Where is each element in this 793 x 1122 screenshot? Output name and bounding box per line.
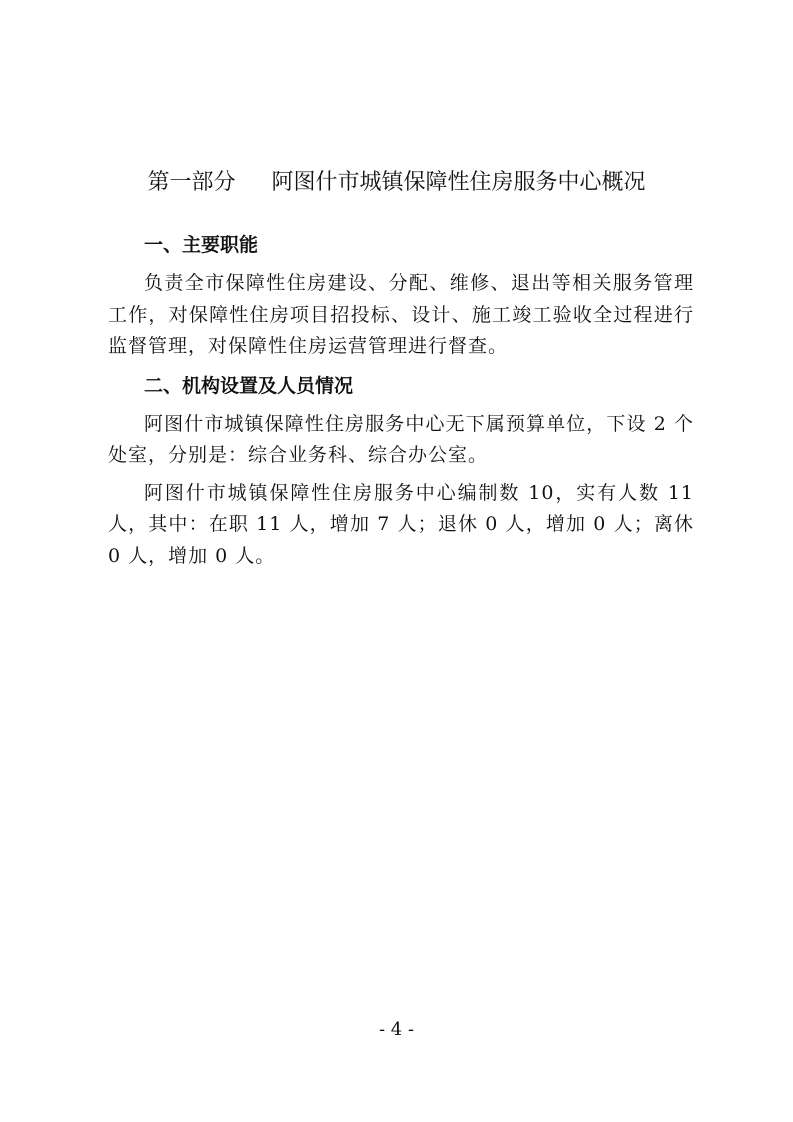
paragraph-staffing: 阿图什市城镇保障性住房服务中心编制数 10，实有人数 11 人，其中：在职 11 人，增加 7 人；退休 0 人，增加 0 人；离休 0 人，增加 0 人。 bbox=[108, 481, 694, 567]
page-number: - 4 - bbox=[378, 1019, 415, 1040]
section-heading-functions: 一、主要职能 bbox=[144, 234, 259, 256]
section-heading-organization: 二、机构设置及人员情况 bbox=[144, 374, 354, 397]
paragraph-functions: 负责全市保障性住房建设、分配、维修、退出等相关服务管理工作，对保障性住房项目招投标、设计、施工竣工验收全过程进行监督管理，对保障性住房运营管理进行督查。 bbox=[108, 272, 694, 357]
page-title bbox=[0, 168, 793, 198]
paragraph-organization: 阿图什市城镇保障性住房服务中心无下属预算单位，下设 2 个处室，分别是：综合业务科、综合办公室。 bbox=[108, 412, 694, 466]
document-body bbox=[108, 222, 694, 572]
part-label: 第一部分 bbox=[147, 170, 236, 195]
org-title: 阿图什市城镇保障性住房服务中心概况 bbox=[271, 170, 646, 195]
